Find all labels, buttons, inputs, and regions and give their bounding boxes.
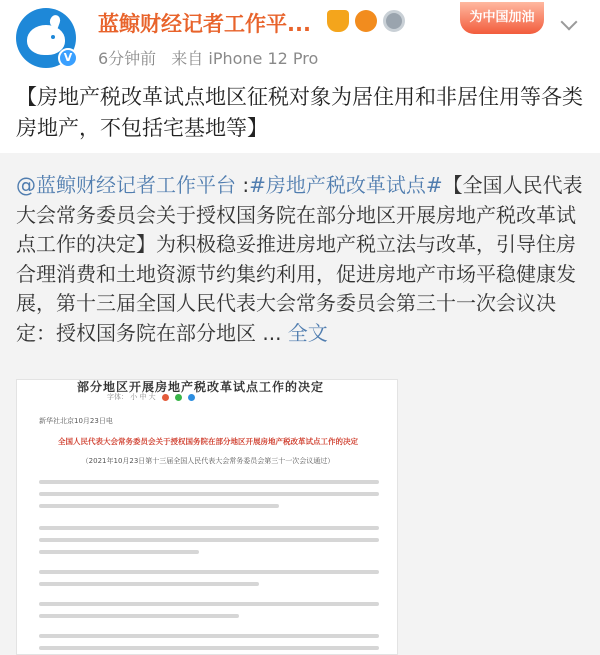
- share-weibo-icon: [162, 394, 169, 401]
- repost-card[interactable]: [0, 153, 600, 655]
- promo-banner[interactable]: 为中国加油: [460, 2, 544, 34]
- post-source: 来自 iPhone 12 Pro: [171, 49, 319, 68]
- doc-text-line: [39, 480, 379, 484]
- doc-font-label: 字体： 小 中 大: [107, 393, 156, 401]
- doc-text-line: [39, 634, 379, 638]
- chevron-down-icon[interactable]: [561, 14, 578, 31]
- repost-body: 【全国人民代表大会常务委员会关于授权国务院在部分地区开展房地产税改革试点工作的决定】为积极稳妥推进房地产税立法与改革，引导住房合理消费和土地资源节约集约利用，促进房地产市场平稳健康发展，第十三届全国人民代表大会常务委员会第三十一次会议决定：授权国务院在部分地区 ...: [16, 173, 583, 345]
- doc-text-line: [39, 614, 239, 618]
- doc-text-line: [39, 646, 379, 650]
- doc-font-tools: [107, 392, 195, 402]
- post-time: 6分钟前: [98, 49, 157, 68]
- crown-badge-icon[interactable]: [327, 10, 349, 32]
- doc-text-line: [39, 526, 379, 530]
- repost-separator: :: [236, 173, 250, 197]
- post-text: 【房地产税改革试点地区征税对象为居住用和非居住用等各类房地产，不包括宅基地等】: [16, 85, 583, 140]
- post-header: [0, 0, 600, 80]
- doc-header-text: 部分地区开展房地产税改革试点工作的决定: [77, 380, 325, 394]
- doc-text-line: [39, 504, 279, 508]
- user-badges: [327, 10, 405, 32]
- username[interactable]: 蓝鲸财经记者工作平...: [98, 12, 311, 36]
- whale-eye-shape: [51, 35, 55, 39]
- doc-text-line: [39, 538, 379, 542]
- document-image[interactable]: [16, 379, 398, 655]
- post-meta: [98, 46, 328, 69]
- verified-v-icon: V: [58, 48, 78, 68]
- share-wechat-icon: [175, 394, 182, 401]
- doc-text-line: [39, 602, 379, 606]
- doc-subtitle: （2021年10月23日第十三届全国人民代表大会常务委员会第三十一次会议通过）: [81, 457, 335, 465]
- full-text-link[interactable]: 全文: [287, 320, 328, 345]
- repost-mention[interactable]: @蓝鲸财经记者工作平台: [16, 173, 236, 197]
- doc-text-line: [39, 582, 259, 586]
- repost-hashtag[interactable]: #房地产税改革试点#: [249, 173, 443, 197]
- doc-text-line: [39, 492, 379, 496]
- doc-title: 全国人民代表大会常务委员会关于授权国务院在部分地区开展房地产税改革试点工作的决定: [58, 437, 358, 446]
- doc-text-line: [39, 550, 199, 554]
- guitar-badge-icon[interactable]: [355, 10, 377, 32]
- doc-source: 新华社北京10月23日电: [39, 417, 113, 425]
- repost-text: [16, 171, 586, 348]
- medal-badge-icon[interactable]: [383, 10, 405, 32]
- doc-text-line: [39, 570, 379, 574]
- share-qq-icon: [188, 394, 195, 401]
- whale-body-shape: [27, 25, 65, 55]
